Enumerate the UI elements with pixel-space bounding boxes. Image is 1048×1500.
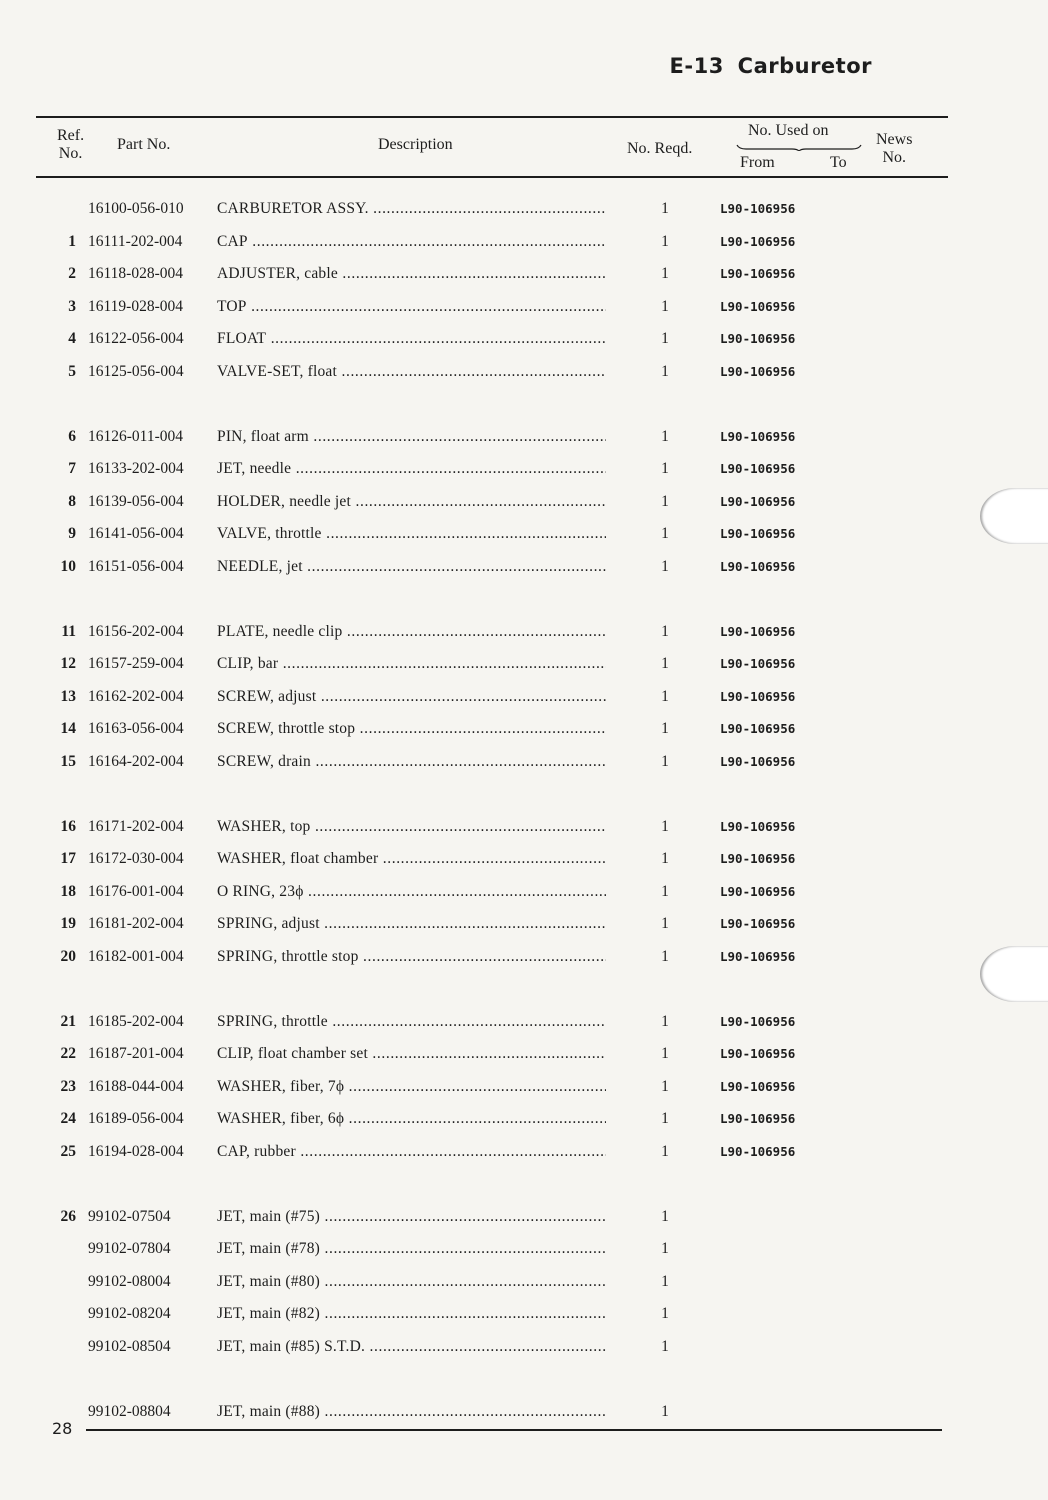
col-header-reqd: No. Reqd.: [627, 140, 693, 157]
used-on-from: L90-106956: [720, 1143, 796, 1159]
quantity-required: 1: [661, 947, 669, 965]
part-number: 16182-001-004: [88, 947, 184, 965]
col-header-description: Description: [378, 136, 453, 153]
ref-number: 7: [68, 460, 76, 477]
binder-hole-lower: [980, 946, 1048, 1002]
used-on-from: L90-106956: [720, 851, 796, 866]
ref-number: 23: [60, 1077, 76, 1095]
part-number: 16171-202-004: [88, 817, 184, 835]
part-description: ADJUSTER, cable .....: [217, 263, 606, 285]
quantity-required: 1: [661, 1402, 669, 1420]
part-description: SCREW, throttle stop .....: [217, 718, 606, 740]
ref-number: 10: [60, 557, 76, 575]
col-header-news: News No.: [876, 131, 913, 166]
part-number: 16100-056-010: [88, 200, 184, 217]
col-header-part: Part No.: [117, 136, 171, 153]
part-description: CLIP, bar .....: [217, 653, 606, 675]
part-number: 99102-07504: [88, 1207, 171, 1225]
part-number: 16176-001-004: [88, 882, 184, 900]
part-number: 16189-056-004: [88, 1110, 184, 1127]
part-number: 16172-030-004: [88, 850, 184, 867]
ref-number: 1: [68, 232, 76, 250]
used-on-from: L90-106956: [720, 428, 796, 444]
used-on-from: L90-106956: [720, 558, 796, 574]
ref-number: 11: [61, 622, 76, 640]
part-number: 16162-202-004: [88, 687, 184, 705]
quantity-required: 1: [661, 1110, 669, 1127]
part-description: JET, main (#82) .....: [217, 1303, 606, 1325]
used-on-from: L90-106956: [720, 1078, 796, 1094]
header-bottom-rule: [36, 176, 948, 178]
used-on-from: L90-106956: [720, 331, 796, 346]
page-title: [670, 54, 872, 78]
quantity-required: 1: [661, 850, 669, 867]
col-header-ref: Ref. No.: [57, 127, 85, 162]
part-number: 99102-07804: [88, 1240, 171, 1257]
quantity-required: 1: [661, 200, 669, 217]
part-number: 16188-044-004: [88, 1077, 184, 1095]
ref-number: 17: [60, 850, 76, 867]
part-number: 16111-202-004: [88, 232, 183, 250]
section-title: Carburetor: [737, 54, 872, 78]
part-description: SCREW, adjust .....: [217, 686, 606, 708]
part-description: WASHER, fiber, 6ϕ .....: [217, 1108, 606, 1130]
part-description: JET, main (#78) .....: [217, 1238, 606, 1260]
quantity-required: 1: [661, 232, 669, 250]
ref-number: 3: [68, 297, 76, 315]
used-on-from: L90-106956: [720, 363, 796, 379]
part-description: JET, main (#75) .....: [217, 1206, 606, 1228]
part-description: JET, needle .....: [217, 458, 606, 480]
part-description: CLIP, float chamber set .....: [217, 1043, 606, 1065]
quantity-required: 1: [661, 1305, 669, 1322]
quantity-required: 1: [661, 1045, 669, 1062]
part-description: TOP .....: [217, 296, 606, 318]
ref-number: 16: [60, 817, 76, 835]
used-on-from: L90-106956: [720, 266, 796, 281]
part-number: 16139-056-004: [88, 492, 184, 510]
used-on-from: L90-106956: [720, 1046, 796, 1061]
quantity-required: 1: [661, 557, 669, 575]
used-on-from: L90-106956: [720, 233, 796, 249]
part-number: 16125-056-004: [88, 362, 184, 380]
part-number: 16122-056-004: [88, 330, 184, 347]
used-on-from: L90-106956: [720, 688, 796, 704]
used-on-from: L90-106956: [720, 493, 796, 509]
ref-number: 24: [60, 1110, 76, 1127]
part-description: FLOAT .....: [217, 328, 606, 350]
used-on-from: L90-106956: [720, 461, 796, 476]
part-description: WASHER, top .....: [217, 816, 606, 838]
part-description: WASHER, float chamber .....: [217, 848, 606, 870]
ref-number: 22: [60, 1045, 76, 1062]
ref-number: 12: [60, 655, 76, 672]
part-number: 16119-028-004: [88, 297, 183, 315]
used-on-brace: [736, 144, 862, 151]
part-description: VALVE-SET, float .....: [217, 361, 606, 383]
used-on-from: L90-106956: [720, 656, 796, 671]
used-on-from: L90-106956: [720, 916, 796, 931]
part-number: 99102-08004: [88, 1272, 171, 1290]
part-description: JET, main (#80) .....: [217, 1271, 606, 1293]
part-description: JET, main (#88) .....: [217, 1401, 606, 1423]
part-description: JET, main (#85) S.T.D. .....: [217, 1336, 606, 1358]
ref-number: 15: [60, 752, 76, 770]
part-description: SPRING, adjust .....: [217, 913, 606, 935]
quantity-required: 1: [661, 882, 669, 900]
part-description: CAP, rubber .....: [217, 1141, 606, 1163]
quantity-required: 1: [661, 915, 669, 932]
used-on-from: L90-106956: [720, 526, 796, 541]
part-number: 16141-056-004: [88, 525, 184, 542]
part-number: 16163-056-004: [88, 720, 184, 737]
used-on-from: L90-106956: [720, 883, 796, 899]
ref-number: 20: [60, 947, 76, 965]
ref-number: 2: [68, 265, 76, 282]
quantity-required: 1: [661, 720, 669, 737]
part-number: 16185-202-004: [88, 1012, 184, 1030]
quantity-required: 1: [661, 492, 669, 510]
part-number: 16194-028-004: [88, 1142, 184, 1160]
part-description: PIN, float arm .....: [217, 426, 606, 448]
used-on-from: L90-106956: [720, 1111, 796, 1126]
header-top-rule: [36, 116, 948, 118]
used-on-from: L90-106956: [720, 721, 796, 736]
quantity-required: 1: [661, 655, 669, 672]
quantity-required: 1: [661, 1012, 669, 1030]
part-number: 16151-056-004: [88, 557, 184, 575]
quantity-required: 1: [661, 1077, 669, 1095]
part-description: NEEDLE, jet .....: [217, 556, 606, 578]
part-description: SCREW, drain .....: [217, 751, 606, 773]
quantity-required: 1: [661, 427, 669, 445]
quantity-required: 1: [661, 1337, 669, 1355]
part-description: HOLDER, needle jet .....: [217, 491, 606, 513]
used-on-from: L90-106956: [720, 201, 796, 216]
part-description: O RING, 23ϕ .....: [217, 881, 606, 903]
used-on-from: L90-106956: [720, 818, 796, 834]
part-number: 16133-202-004: [88, 460, 184, 477]
quantity-required: 1: [661, 752, 669, 770]
quantity-required: 1: [661, 297, 669, 315]
quantity-required: 1: [661, 1240, 669, 1257]
part-description: WASHER, fiber, 7ϕ .....: [217, 1076, 606, 1098]
used-on-from: L90-106956: [720, 298, 796, 314]
part-number: 16187-201-004: [88, 1045, 184, 1062]
quantity-required: 1: [661, 817, 669, 835]
ref-number: 21: [60, 1012, 76, 1030]
ref-number: 25: [60, 1142, 76, 1160]
used-on-from: L90-106956: [720, 1013, 796, 1029]
ref-number: 4: [68, 330, 76, 347]
ref-number: 18: [60, 882, 76, 900]
quantity-required: 1: [661, 1142, 669, 1160]
part-description: CAP .....: [217, 231, 606, 253]
page-number: 28: [52, 1419, 73, 1438]
ref-number: 8: [68, 492, 76, 510]
ref-number: 13: [60, 687, 76, 705]
quantity-required: 1: [661, 330, 669, 347]
part-description: CARBURETOR ASSY. .....: [217, 198, 606, 220]
part-number: 99102-08504: [88, 1337, 171, 1355]
part-number: 16156-202-004: [88, 622, 184, 640]
part-number: 16164-202-004: [88, 752, 184, 770]
ref-number: 26: [60, 1207, 76, 1225]
part-number: 16118-028-004: [88, 265, 183, 282]
part-description: SPRING, throttle stop .....: [217, 946, 606, 968]
quantity-required: 1: [661, 460, 669, 477]
quantity-required: 1: [661, 265, 669, 282]
quantity-required: 1: [661, 525, 669, 542]
used-on-from: L90-106956: [720, 948, 796, 964]
quantity-required: 1: [661, 1207, 669, 1225]
ref-number: 14: [60, 720, 76, 737]
ref-number: 6: [68, 427, 76, 445]
footer-rule: [86, 1429, 942, 1431]
part-description: PLATE, needle clip .....: [217, 621, 606, 643]
quantity-required: 1: [661, 362, 669, 380]
quantity-required: 1: [661, 622, 669, 640]
part-number: 16157-259-004: [88, 655, 184, 672]
part-description: SPRING, throttle .....: [217, 1011, 606, 1033]
part-number: 99102-08204: [88, 1305, 171, 1322]
part-description: VALVE, throttle .....: [217, 523, 606, 545]
col-header-used-on: No. Used on: [748, 122, 829, 139]
used-on-from: L90-106956: [720, 753, 796, 769]
quantity-required: 1: [661, 687, 669, 705]
part-number: 16126-011-004: [88, 427, 183, 445]
ref-number: 9: [68, 525, 76, 542]
section-code: E-13: [669, 54, 724, 78]
ref-number: 5: [68, 362, 76, 380]
used-on-from: L90-106956: [720, 623, 796, 639]
ref-number: 19: [60, 915, 76, 932]
binder-hole-upper: [980, 488, 1048, 544]
part-number: 16181-202-004: [88, 915, 184, 932]
col-header-to: To: [830, 154, 847, 171]
quantity-required: 1: [661, 1272, 669, 1290]
col-header-from: From: [740, 154, 775, 171]
part-number: 99102-08804: [88, 1402, 171, 1420]
